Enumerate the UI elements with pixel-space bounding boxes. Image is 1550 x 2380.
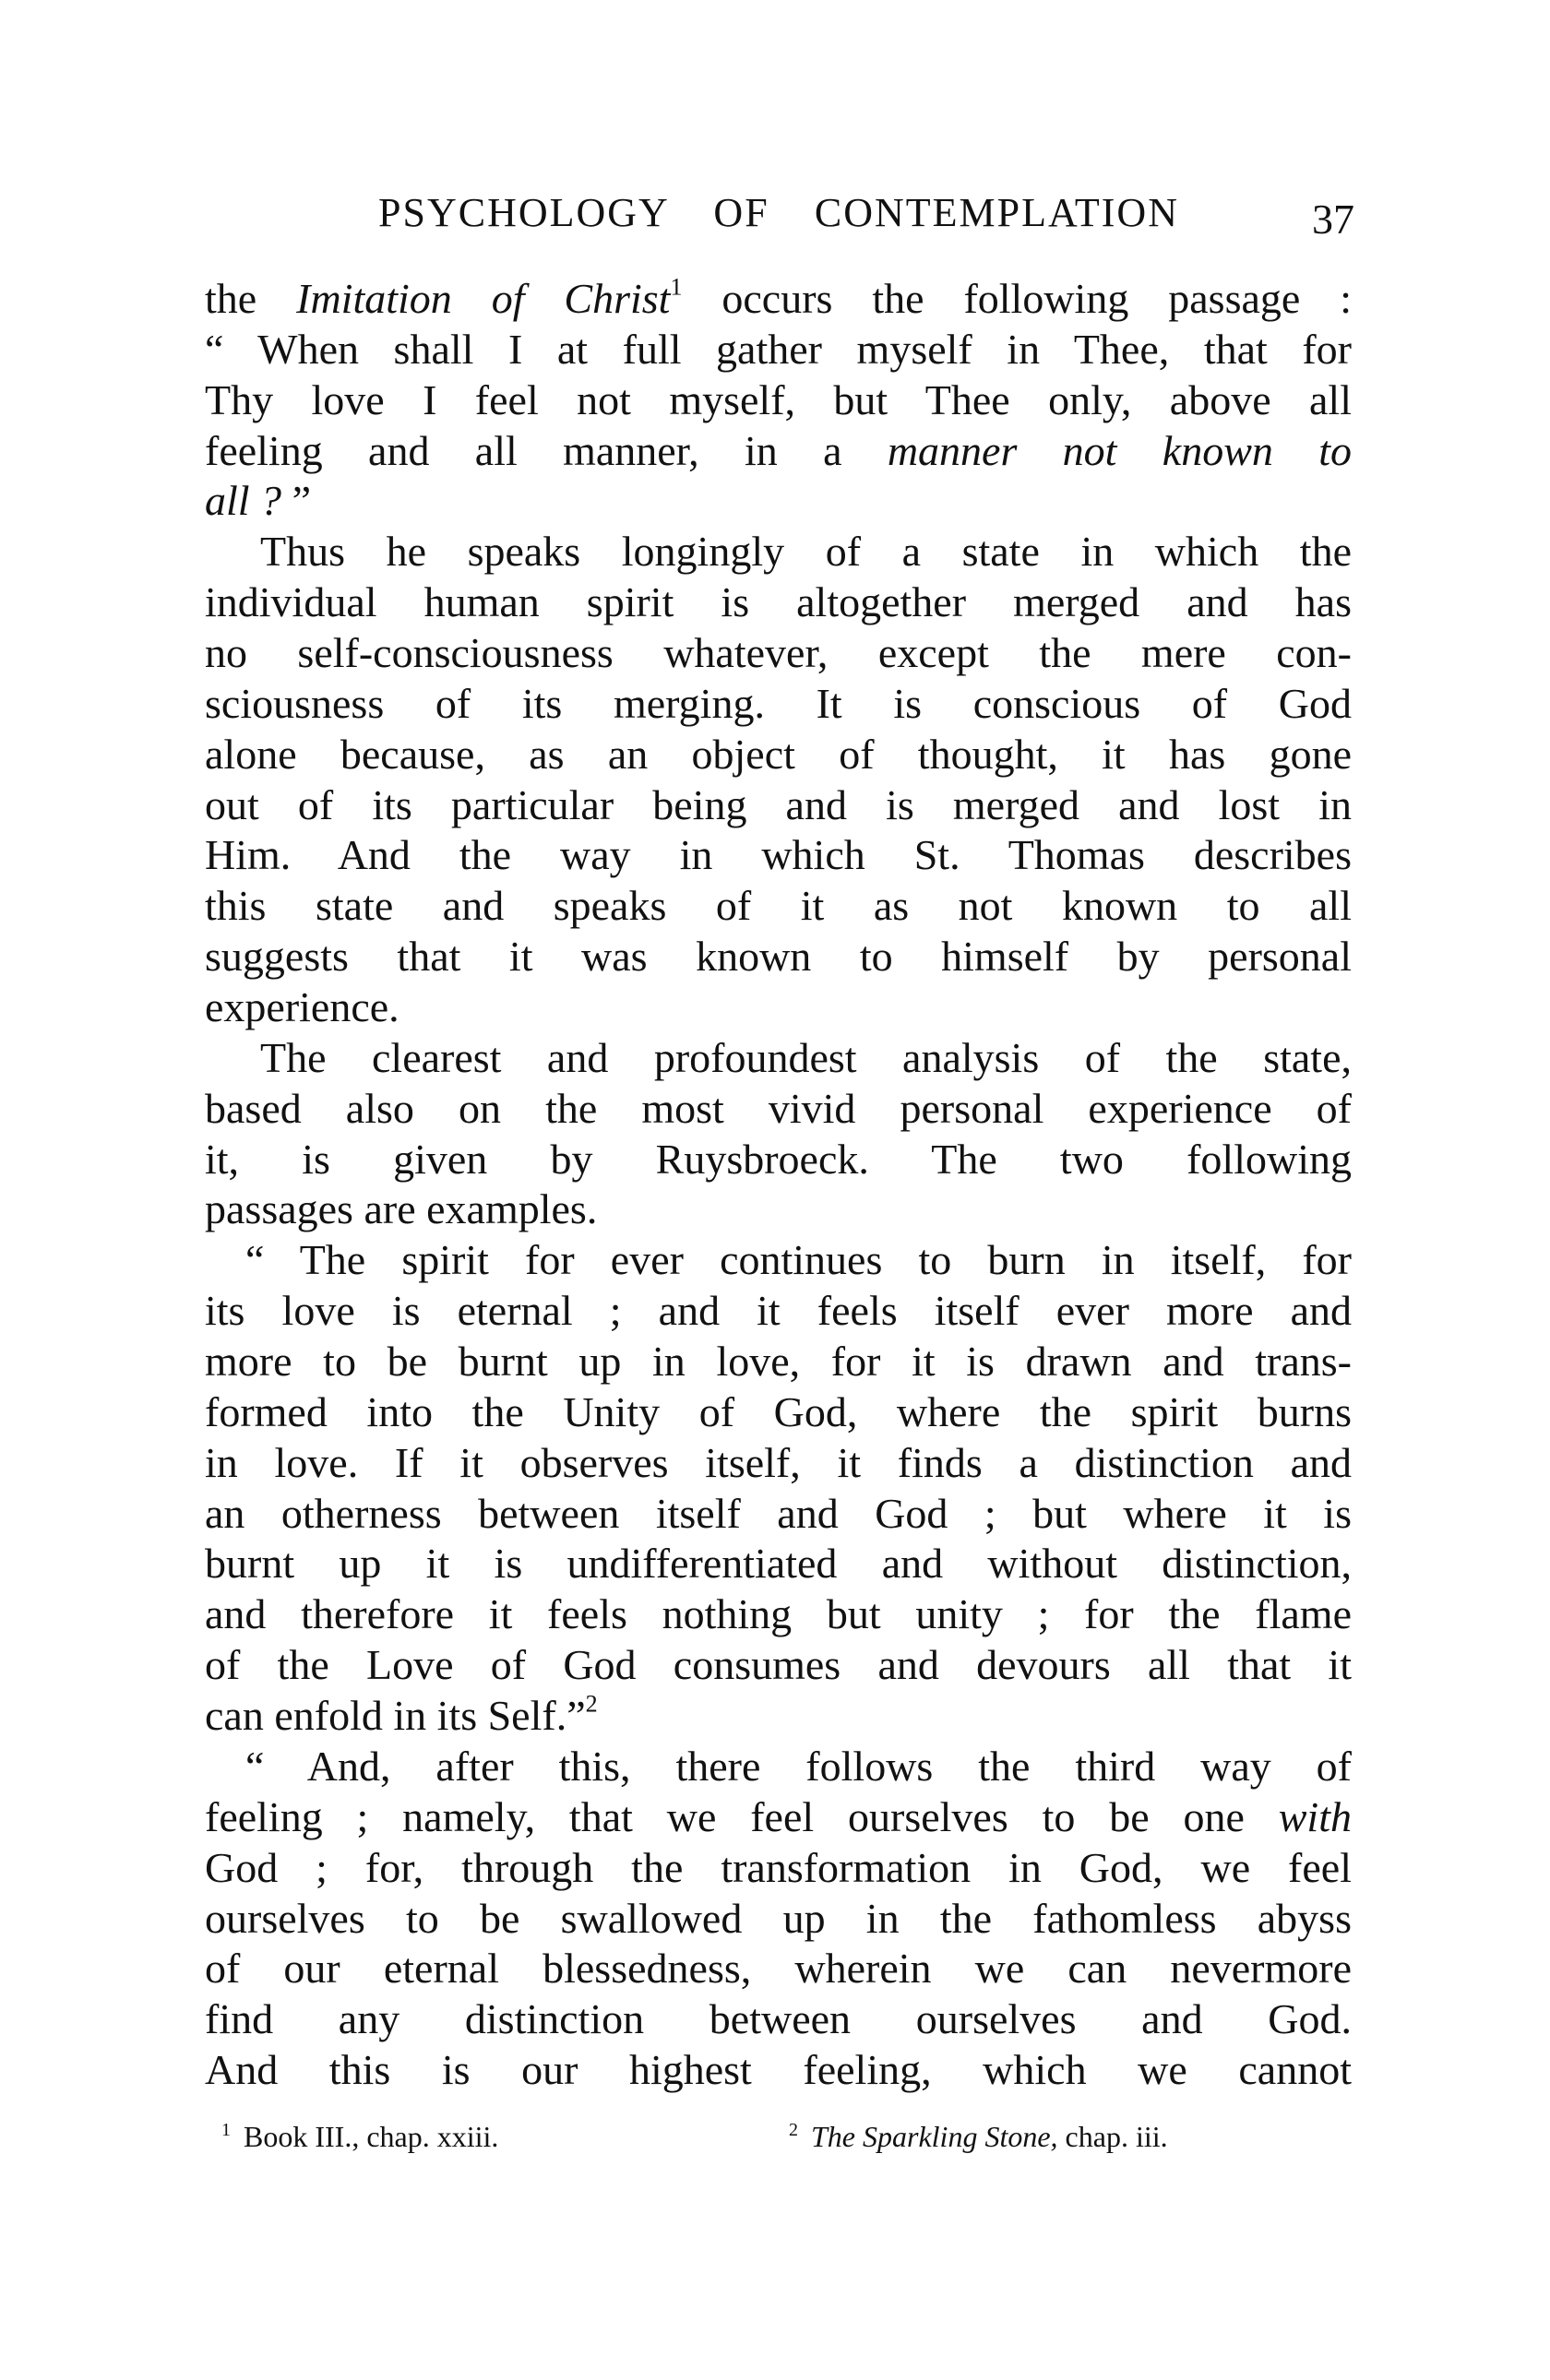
- text-line: [205, 1742, 1352, 1792]
- text-run: of the Love of God consumes and devours all that it: [205, 1641, 1352, 1689]
- text-run: find any distinction between ourselves and God.: [205, 1995, 1352, 2043]
- text-line: [205, 1894, 1352, 1945]
- footnote-2-marker: 2: [789, 2120, 798, 2140]
- text-run: based also on the most vivid personal experience of: [205, 1084, 1352, 1132]
- text-run: “ And, after this, there follows the third way of: [245, 1742, 1352, 1790]
- text-line: [205, 325, 1352, 375]
- text-run: occurs the following passage :: [682, 275, 1352, 322]
- text-line: [205, 1589, 1352, 1640]
- italic-text: The Sparkling Stone,: [811, 2120, 1058, 2153]
- text-line: [205, 932, 1352, 982]
- text-run: the: [205, 275, 297, 322]
- text-line: [205, 2045, 1352, 2096]
- text-line: [205, 1489, 1352, 1540]
- text-line: [205, 1691, 1352, 1742]
- text-line: [205, 274, 1352, 325]
- text-run: Thy love I feel not myself, but Thee only, above all: [205, 375, 1352, 423]
- text-run: chap. iii.: [1057, 2120, 1168, 2153]
- text-line: [205, 1135, 1352, 1185]
- text-line: [205, 1944, 1352, 1994]
- text-line: [205, 1387, 1352, 1438]
- footnote-1-text: [244, 2120, 498, 2153]
- text-line: [205, 628, 1352, 679]
- footnote-reference: 1: [670, 274, 683, 301]
- text-run: sciousness of its merging. It is conscious of God: [205, 679, 1352, 727]
- text-run: feeling and all manner, in a: [205, 426, 888, 474]
- footnote-reference: 2: [585, 1691, 598, 1718]
- text-line: [205, 577, 1352, 628]
- text-line: [205, 881, 1352, 932]
- text-run: God ; for, through the transformation in God, we feel: [205, 1843, 1352, 1891]
- footnote-2: [789, 2120, 1168, 2153]
- running-title: PSYCHOLOGY OF CONTEMPLATION: [378, 190, 1179, 235]
- body-text: [205, 274, 1352, 2096]
- text-run: suggests that it was known to himself by personal: [205, 933, 1352, 981]
- text-line: [205, 1792, 1352, 1843]
- text-run: And this is our highest feeling, which we cannot: [205, 2046, 1352, 2094]
- text-run: burnt up it is undifferentiated and without distinction,: [205, 1540, 1352, 1588]
- text-run: no self-consciousness whatever, except the mere con-: [205, 629, 1352, 677]
- text-run: experience.: [205, 983, 399, 1031]
- text-line: [205, 1033, 1352, 1084]
- text-line: [205, 375, 1352, 426]
- text-run: “ The spirit for ever continues to burn in itself, for: [245, 1236, 1352, 1284]
- text-line: [205, 1843, 1352, 1894]
- text-line: [205, 1337, 1352, 1387]
- text-run: passages are examples.: [205, 1185, 598, 1233]
- text-line: [205, 1539, 1352, 1589]
- text-run: it, is given by Ruysbroeck. The two following: [205, 1135, 1352, 1183]
- text-run: The clearest and profoundest analysis of the state,: [260, 1033, 1352, 1081]
- footnote-1-marker: 1: [221, 2120, 231, 2140]
- text-line: [205, 1438, 1352, 1489]
- text-run: alone because, as an object of thought, it has gone: [205, 730, 1352, 778]
- text-run: can enfold in its Self.”: [205, 1692, 586, 1740]
- text-run: of our eternal blessedness, wherein we can nevermore: [205, 1945, 1352, 1993]
- footnote-2-text: [811, 2120, 1168, 2153]
- italic-text: with: [1278, 1792, 1352, 1840]
- text-run: Thus he speaks longingly of a state in which the: [260, 528, 1352, 576]
- text-line: [205, 527, 1352, 577]
- text-line: [205, 780, 1352, 831]
- text-run: out of its particular being and is merged and lost in: [205, 780, 1352, 828]
- text-run: Book III., chap. xxiii.: [244, 2120, 499, 2153]
- text-run: individual human spirit is altogether merged and has: [205, 578, 1352, 626]
- text-run: and therefore it feels nothing but unity ; for the flame: [205, 1590, 1352, 1638]
- text-line: [205, 476, 1352, 527]
- text-run: in love. If it observes itself, it finds a distinction and: [205, 1438, 1352, 1486]
- text-line: [205, 679, 1352, 730]
- text-line: [205, 1084, 1352, 1135]
- text-run: this state and speaks of it as not known to all: [205, 882, 1352, 930]
- text-line: [205, 1640, 1352, 1691]
- italic-text: all ?: [205, 477, 282, 525]
- text-run: Him. And the way in which St. Thomas describes: [205, 831, 1352, 879]
- text-line: [205, 982, 1352, 1033]
- text-run: “ When shall I at full gather myself in Thee, that for: [205, 325, 1352, 373]
- text-line: [205, 426, 1352, 477]
- text-run: more to be burnt up in love, for it is drawn and trans-: [205, 1338, 1352, 1386]
- text-run: ourselves to be swallowed up in the fathomless abyss: [205, 1894, 1352, 1942]
- text-line: [205, 830, 1352, 881]
- text-run: its love is eternal ; and it feels itself ever more and: [205, 1287, 1352, 1335]
- text-line: [205, 1994, 1352, 2045]
- text-line: [205, 1286, 1352, 1337]
- text-line: [205, 1184, 1352, 1235]
- italic-text: Imitation of Christ: [296, 275, 671, 322]
- text-line: [205, 1235, 1352, 1286]
- text-run: feeling ; namely, that we feel ourselves to be one: [205, 1792, 1279, 1840]
- italic-text: manner not known to: [887, 426, 1352, 474]
- text-run: ”: [281, 477, 311, 525]
- page-number: 37: [1312, 196, 1354, 243]
- footnote-1: [221, 2120, 498, 2153]
- text-run: formed into the Unity of God, where the spirit burns: [205, 1387, 1352, 1435]
- text-line: [205, 730, 1352, 780]
- text-run: an otherness between itself and God ; but where it is: [205, 1489, 1352, 1537]
